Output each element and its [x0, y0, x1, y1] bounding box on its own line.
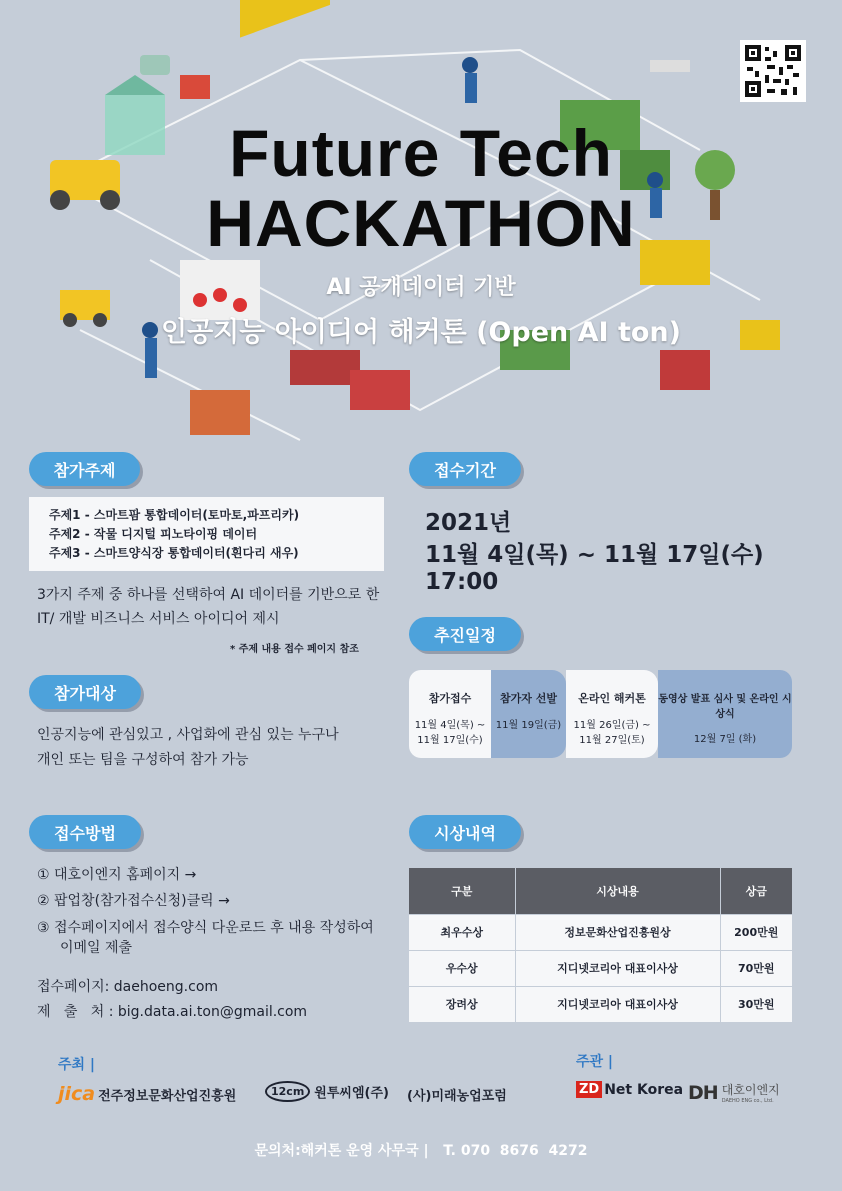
period-year: 2021년 — [425, 510, 512, 536]
host-org-12cm — [265, 1081, 389, 1102]
organizer-daeho — [688, 1081, 780, 1104]
schedule-step-date: 11월 4일(목) ~ — [414, 720, 486, 731]
table-row — [409, 986, 792, 1022]
title-line1: Future Tech — [229, 116, 613, 190]
organizer-org2-sub: DAEHO ENG co., Ltd. — [721, 1098, 774, 1104]
table-row — [409, 914, 792, 950]
table-cell: 최우수상 — [409, 914, 515, 950]
zd-logo: ZD — [576, 1081, 602, 1098]
table-cell: 우수상 — [409, 950, 515, 986]
host-org1: 전주정보문화산업진흥원 — [98, 1088, 237, 1104]
host-label: 주최 | — [58, 1057, 96, 1073]
table-cell: 정보문화산업진흥원상 — [515, 914, 720, 950]
table-row — [409, 950, 792, 986]
period-range: 11월 4일(목) ~ 11월 17일(수) 17:00 — [425, 542, 764, 595]
schedule-step-title: 동영상 발표 심사 및 온라인 시상식 — [658, 694, 792, 720]
dh-logo: DH — [688, 1081, 718, 1104]
organizer-org1: Net Korea — [604, 1081, 684, 1098]
host-org3: (사)미래농업포럼 — [407, 1089, 507, 1104]
qr-code-icon — [743, 43, 803, 99]
schedule-step-title: 참가접수 — [428, 692, 472, 705]
topic-note: * 주제 내용 접수 페이지 참조 — [230, 644, 359, 655]
topic-pill: 참가주제 — [29, 452, 140, 486]
schedule-step-date: 11월 26일(금) ~ — [573, 720, 651, 731]
table-header: 구분 — [409, 868, 515, 914]
organizer-org2: 대호이엔지 — [721, 1083, 780, 1097]
schedule-step — [409, 670, 491, 758]
title-line2: HACKATHON — [206, 186, 636, 260]
schedule-step-date: 12월 7일 (화) — [693, 734, 757, 745]
qr-code[interactable] — [740, 40, 806, 102]
schedule-step — [491, 670, 566, 758]
table-cell: 장려상 — [409, 986, 515, 1022]
period-pill: 접수기간 — [409, 452, 521, 486]
organizer-zdnet — [576, 1081, 683, 1098]
schedule-step — [658, 670, 792, 758]
topic-desc-1: 3가지 주제 중 하나를 선택하여 AI 데이터를 기반으로 한 — [37, 587, 380, 603]
schedule-step — [566, 670, 658, 758]
table-cell: 200만원 — [720, 914, 792, 950]
apply-step2: ② 팝업창(참가접수신청)클릭 → — [37, 893, 230, 909]
apply-step3-cont: 이메일 제출 — [60, 940, 133, 956]
schedule-step-date: 11월 19일(금) — [495, 720, 562, 731]
apply-step3: ③ 접수페이지에서 접수양식 다운로드 후 내용 작성하여 — [37, 920, 374, 936]
topic-item: 주제1 - 스마트팜 통합데이터(토마토,파프리카) — [49, 508, 300, 522]
schedule-step-title: 온라인 해커톤 — [578, 692, 646, 705]
table-header: 시상내용 — [515, 868, 720, 914]
apply-email[interactable]: 제 출 처 : big.data.ai.ton@gmail.com — [37, 1004, 308, 1020]
contact-info: 문의처:해커톤 운영 사무국 | T. 070 8676 4272 — [254, 1143, 588, 1159]
topic-item: 주제2 - 작물 디지털 피노타이핑 데이터 — [49, 527, 258, 541]
jica-logo: jica — [58, 1083, 96, 1105]
awards-table — [409, 868, 792, 1022]
schedule-step-date: 11월 27일(토) — [579, 735, 645, 746]
host-org-jica — [58, 1083, 236, 1105]
table-header-row — [409, 868, 792, 914]
topic-desc-2: IT/ 개발 비즈니스 서비스 아이디어 제시 — [37, 611, 280, 627]
subtitle-line2: 인공지능 아이디어 해커톤 (Open AI ton) — [160, 317, 681, 348]
apply-step1: ① 대호이엔지 홈페이지 → — [37, 867, 197, 883]
apply-page[interactable]: 접수페이지: daehoeng.com — [37, 979, 219, 995]
table-header: 상금 — [720, 868, 792, 914]
apply-pill: 접수방법 — [29, 815, 141, 849]
table-cell: 지디넷코리아 대표이사상 — [515, 950, 720, 986]
twelvecm-logo: 12cm — [265, 1081, 310, 1102]
awards-pill: 시상내역 — [409, 815, 521, 849]
table-cell: 70만원 — [720, 950, 792, 986]
target-pill: 참가대상 — [29, 675, 141, 709]
topic-box — [29, 497, 384, 571]
schedule-step-date: 11월 17일(수) — [417, 735, 483, 746]
schedule-pill: 추진일정 — [409, 617, 521, 651]
host-org2: 원투씨엠(주) — [314, 1086, 389, 1101]
target-line1: 인공지능에 관심있고 , 사업화에 관심 있는 누구나 — [37, 727, 339, 743]
topic-item: 주제3 - 스마트양식장 통합데이터(흰다리 새우) — [49, 546, 299, 560]
subtitle-line1: AI 공개데이터 기반 — [326, 275, 516, 300]
schedule-step-title: 참가자 선발 — [500, 692, 557, 705]
organizer-label: 주관 | — [576, 1054, 614, 1070]
table-cell: 지디넷코리아 대표이사상 — [515, 986, 720, 1022]
target-line2: 개인 또는 팀을 구성하여 참가 가능 — [37, 752, 249, 768]
table-cell: 30만원 — [720, 986, 792, 1022]
